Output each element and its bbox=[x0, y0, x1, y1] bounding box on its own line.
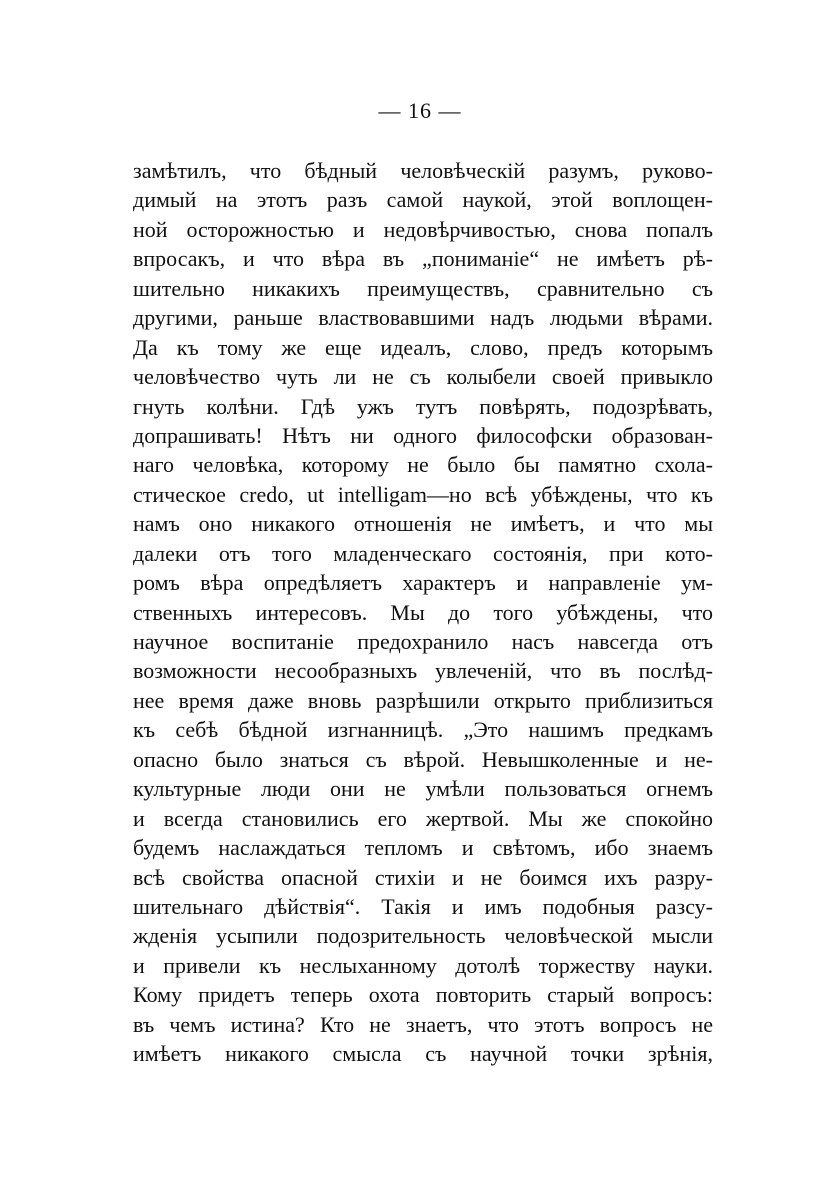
text-line: возможности несообразныхъ увлеченій, что въ послѣд- bbox=[133, 658, 713, 684]
text-line: будемъ наслаждаться тепломъ и свѣтомъ, ибо знаемъ bbox=[133, 835, 713, 861]
text-line: ной осторожностью и недовѣрчивостью, снова попалъ bbox=[133, 216, 713, 242]
text-line: нее время даже вновь разрѣшили открыто приблизиться bbox=[133, 687, 713, 713]
text-line: димый на этотъ разъ самой наукой, этой воплощен- bbox=[133, 187, 713, 213]
text-line: жденія усыпили подозрительность человѣческой мысли bbox=[133, 923, 713, 949]
text-line: всѣ свойства опасной стихіи и не боимся ихъ разру- bbox=[133, 864, 713, 890]
text-line: далеки отъ того младенческаго состоянія, при кото- bbox=[133, 540, 713, 566]
text-line: гнуть колѣни. Гдѣ ужъ тутъ повѣрять, подозрѣвать, bbox=[133, 393, 713, 419]
text-line: впросакъ, и что вѣра въ „пониманіе“ не имѣетъ рѣ- bbox=[133, 246, 713, 272]
text-line: стическое credo, ut intelligam—но всѣ убѣждены, что къ bbox=[133, 481, 713, 507]
text-line: Кому придетъ теперь охота повторить старый вопросъ: bbox=[133, 982, 713, 1008]
text-line: научное воспитаніе предохранило насъ навсегда отъ bbox=[133, 629, 713, 654]
text-line: въ чемъ истина? Кто не знаетъ, что этотъ вопросъ не bbox=[133, 1011, 713, 1037]
text-line: имѣетъ никакого смысла съ научной точки зрѣнія, bbox=[133, 1041, 713, 1067]
text-line: ромъ вѣра опредѣляетъ характеръ и направленіе ум- bbox=[133, 570, 713, 596]
page-number: — 16 — bbox=[378, 98, 462, 123]
text-line: человѣчество чуть ли не съ колыбели своей привыкло bbox=[133, 364, 713, 390]
text-line: наго человѣка, которому не было бы памятно схола- bbox=[133, 452, 713, 478]
text-line: намъ оно никакого отношенія не имѣетъ, и что мы bbox=[133, 511, 713, 537]
text-line: Да къ тому же еще идеалъ, слово, предъ которымъ bbox=[133, 334, 713, 360]
text-line: опасно было знаться съ вѣрой. Невышколенные и не- bbox=[133, 746, 713, 772]
text-line: замѣтилъ, что бѣдный человѣческій разумъ, руково- bbox=[133, 158, 713, 183]
body-text bbox=[133, 156, 713, 1069]
text-line: къ себѣ бѣдной изгнанницѣ. „Это нашимъ предкамъ bbox=[133, 717, 713, 743]
text-line: допрашивать! Нѣтъ ни одного философски образован- bbox=[133, 422, 713, 448]
text-line: и всегда становились его жертвой. Мы же спокойно bbox=[133, 805, 713, 831]
text-line: шительнаго дѣйствія“. Такія и имъ подобныя разсу- bbox=[133, 893, 713, 919]
text-line: шительно никакихъ преимуществъ, сравнительно съ bbox=[133, 275, 713, 301]
text-line: и привели къ неслыханному дотолѣ торжеству науки. bbox=[133, 952, 713, 978]
text-line: другими, раньше властвовавшими надъ людьми вѣрами. bbox=[133, 305, 713, 331]
text-line: ственныхъ интересовъ. Мы до того убѣждены, что bbox=[133, 599, 713, 625]
text-line: культурные люди они не умѣли пользоваться огнемъ bbox=[133, 776, 713, 802]
